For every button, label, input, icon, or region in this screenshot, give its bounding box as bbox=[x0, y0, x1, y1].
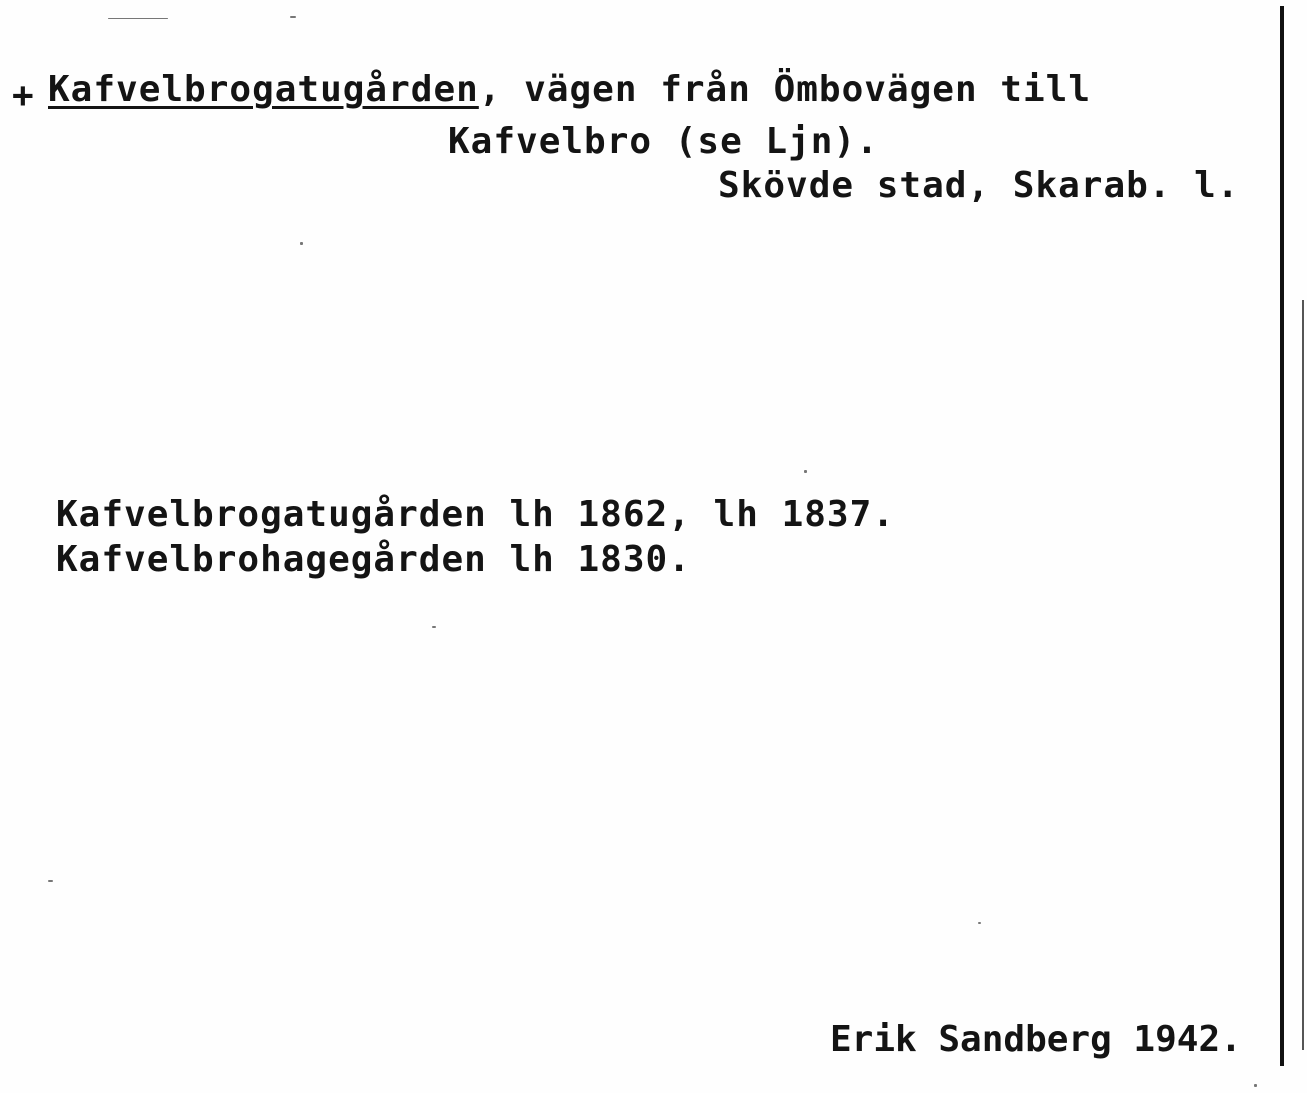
card-edge-line bbox=[1280, 6, 1284, 1066]
scan-speck bbox=[804, 470, 807, 473]
scan-speck bbox=[432, 626, 436, 628]
header-line-3: Skövde stad, Skarab. l. bbox=[718, 165, 1240, 206]
headword: Kafvelbrogatugården bbox=[48, 69, 479, 110]
scan-speck bbox=[1254, 1084, 1257, 1087]
entry-line: Kafvelbrogatugården lh 1862, lh 1837. bbox=[56, 494, 895, 535]
scan-speck bbox=[978, 922, 981, 924]
cross-mark: + bbox=[12, 75, 34, 116]
signature: Erik Sandberg 1942. bbox=[830, 1019, 1242, 1060]
scan-speck bbox=[48, 880, 53, 882]
card-edge-line-faint bbox=[1302, 300, 1304, 1050]
entry-line: Kafvelbrohagegården lh 1830. bbox=[56, 539, 691, 580]
scan-speck bbox=[300, 242, 303, 245]
header-line-1-rest: , vägen från Ömbovägen till bbox=[478, 69, 1092, 110]
scan-speck bbox=[108, 18, 168, 19]
header-line-2: Kafvelbro (se Ljn). bbox=[448, 121, 879, 162]
scan-speck bbox=[290, 16, 296, 18]
header-line-1 bbox=[48, 69, 1092, 110]
